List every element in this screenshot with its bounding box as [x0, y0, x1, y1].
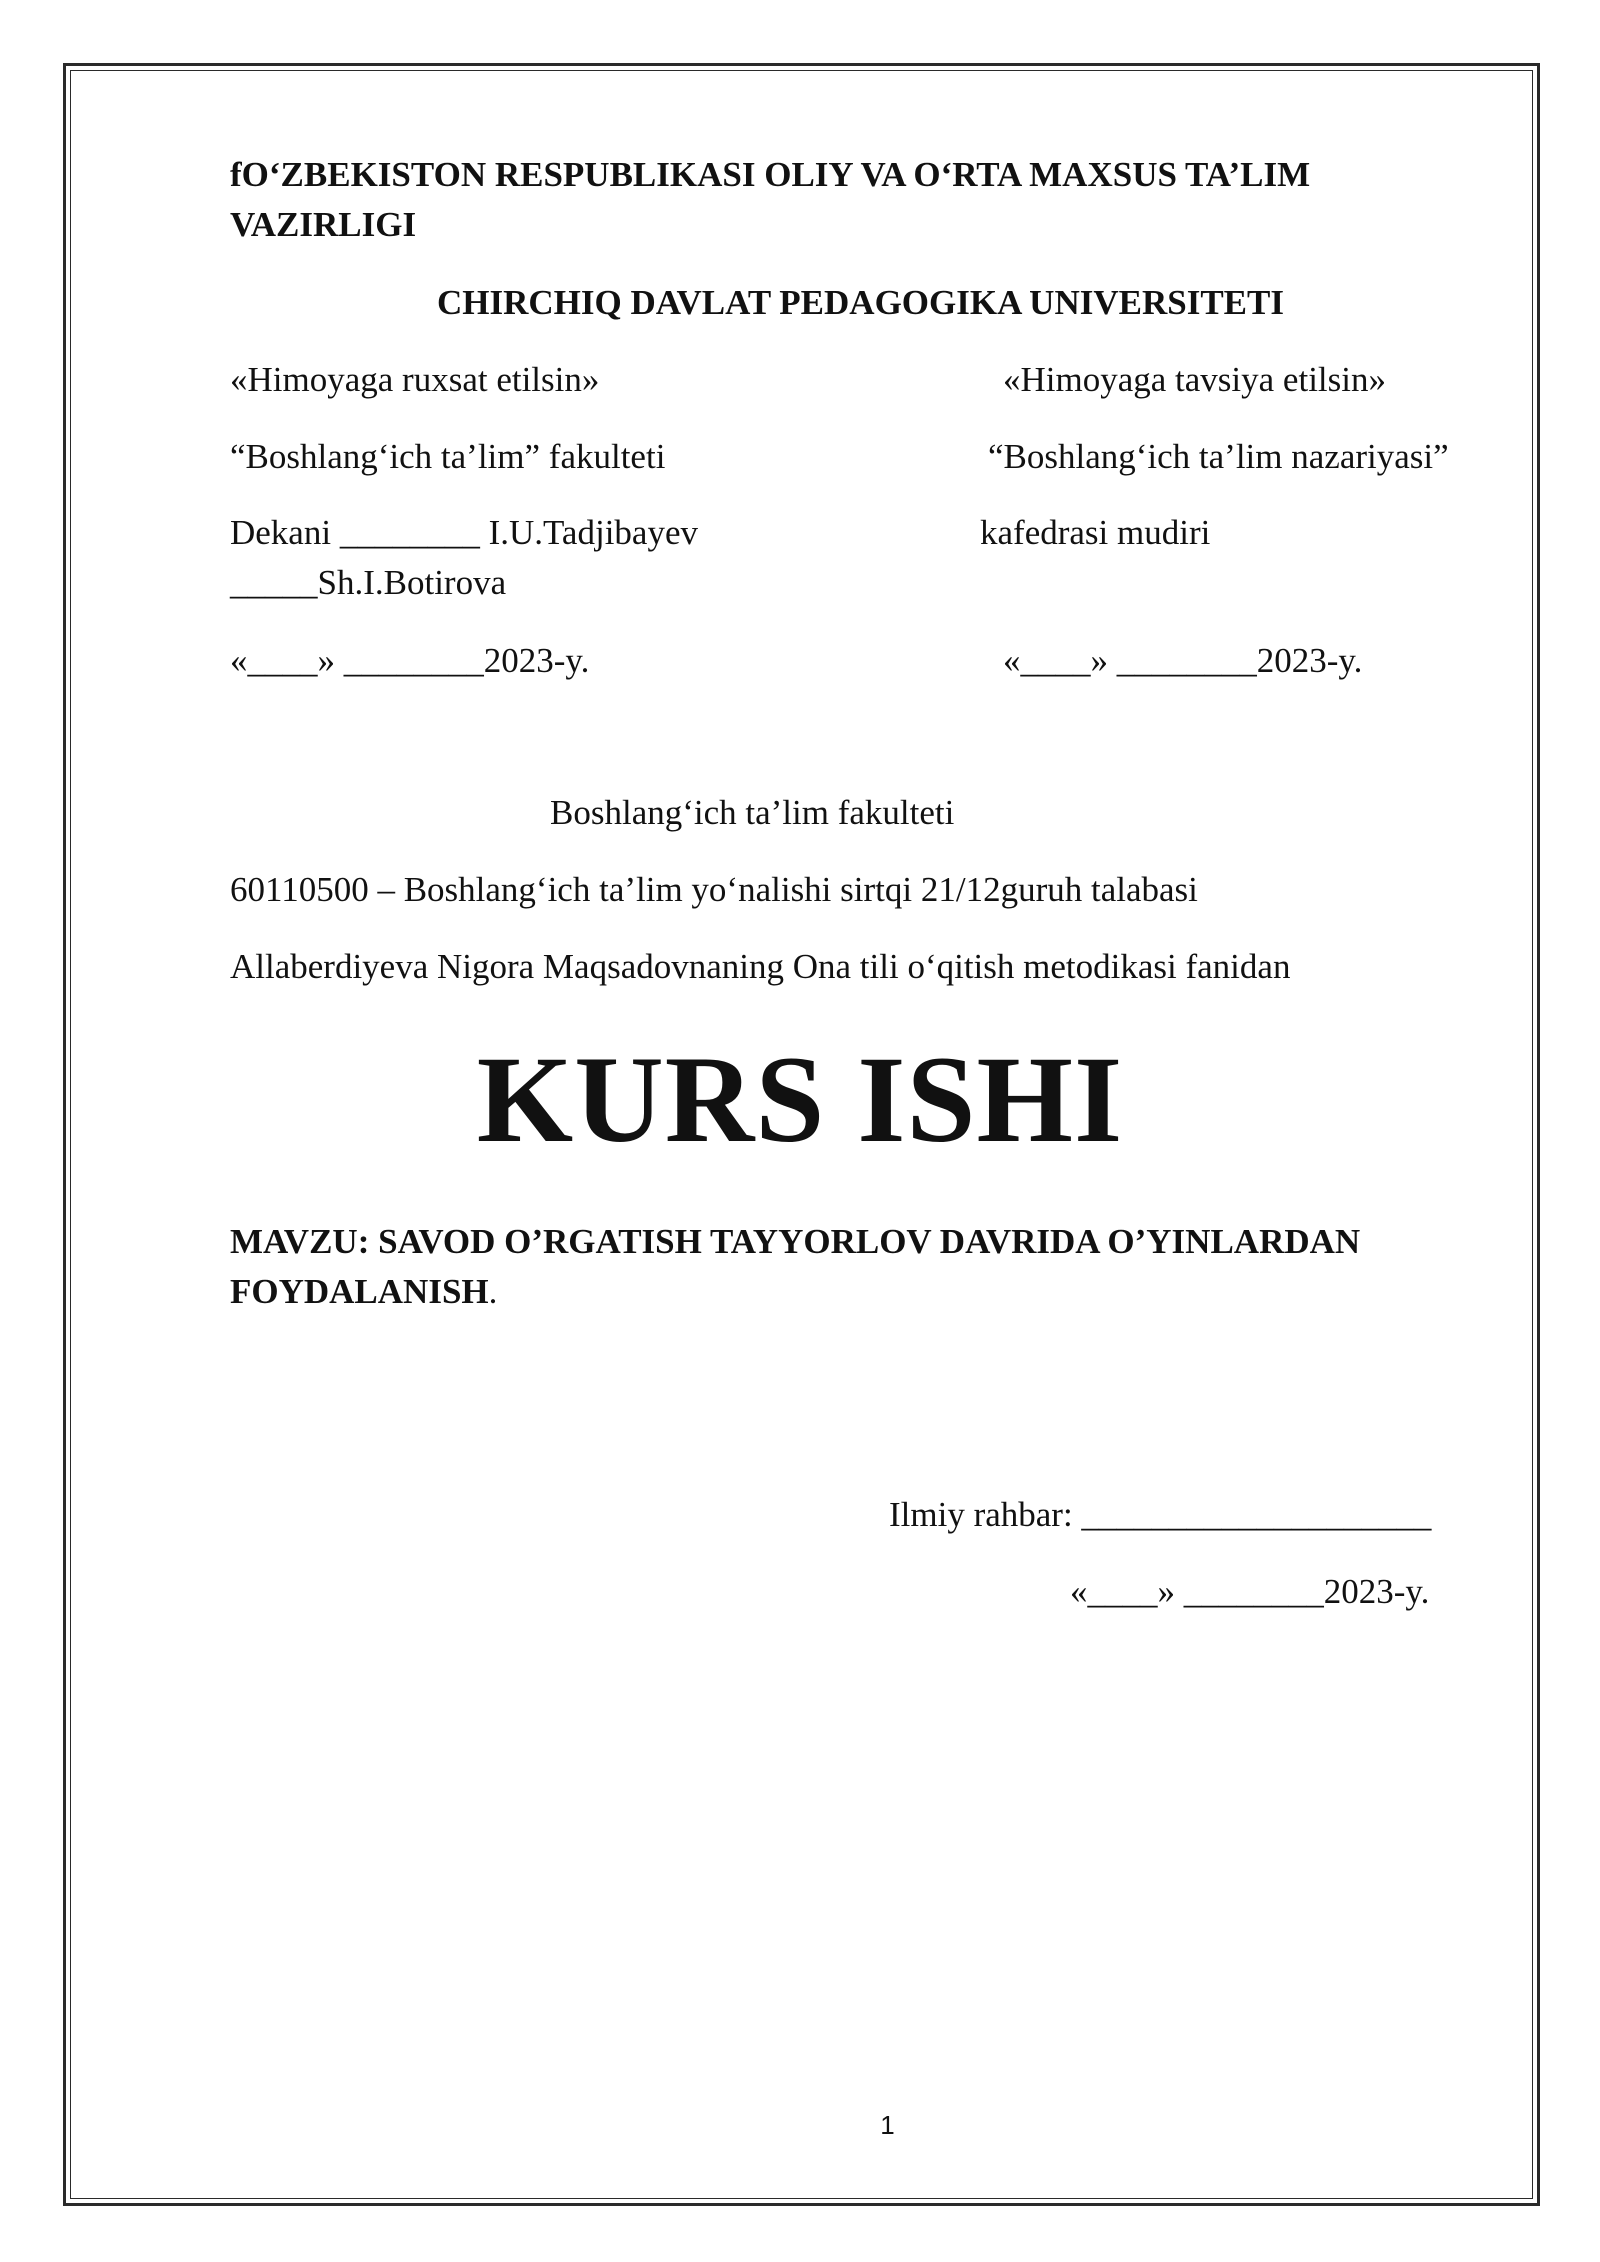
direction-line: 60110500 – Boshlang‘ich ta’lim yo‘nalishi sirtqi 21/12guruh talabasi	[230, 870, 1198, 909]
supervisor-date: «____» ________2023-y.	[1070, 1572, 1430, 1611]
topic-text: MAVZU: SAVOD O’RGATISH TAYYORLOV DAVRIDA O’YINLARDAN FOYDALANISH	[230, 1222, 1361, 1311]
topic-heading	[230, 1217, 1530, 1317]
university-heading: CHIRCHIQ DAVLAT PEDAGOGIKA UNIVERSITETI	[437, 283, 1284, 322]
faculty-line: Boshlang‘ich ta’lim fakulteti	[550, 793, 955, 832]
approval-right-line3b: _____Sh.I.Botirova	[230, 563, 507, 602]
approval-right-line3: kafedrasi mudiri	[980, 513, 1211, 552]
approval-right-line2: “Boshlang‘ich ta’lim nazariyasi”	[988, 437, 1449, 476]
approval-right-date: «____» ________2023-y.	[1003, 641, 1363, 680]
approval-left-line3: Dekani ________ I.U.Tadjibayev	[230, 513, 698, 552]
topic-period: .	[488, 1272, 498, 1311]
approval-left-line1: «Himoyaga ruxsat etilsin»	[230, 360, 600, 399]
ministry-heading: fO‘ZBEKISTON RESPUBLIKASI OLIY VA O‘RTA MAXSUS TA’LIM VAZIRLIGI	[230, 155, 1311, 244]
student-name-line: Allaberdiyeva Nigora Maqsadovnaning Ona tili o‘qitish metodikasi fanidan	[230, 947, 1291, 986]
approval-right-line1: «Himoyaga tavsiya etilsin»	[1003, 360, 1386, 399]
page-number: 1	[880, 2110, 895, 2140]
supervisor-line: Ilmiy rahbar: ____________________	[889, 1495, 1432, 1534]
document-title: KURS ISHI	[476, 1031, 1124, 1168]
approval-left-date: «____» ________2023-y.	[230, 641, 590, 680]
approval-left-line2: “Boshlang‘ich ta’lim” fakulteti	[230, 437, 666, 476]
